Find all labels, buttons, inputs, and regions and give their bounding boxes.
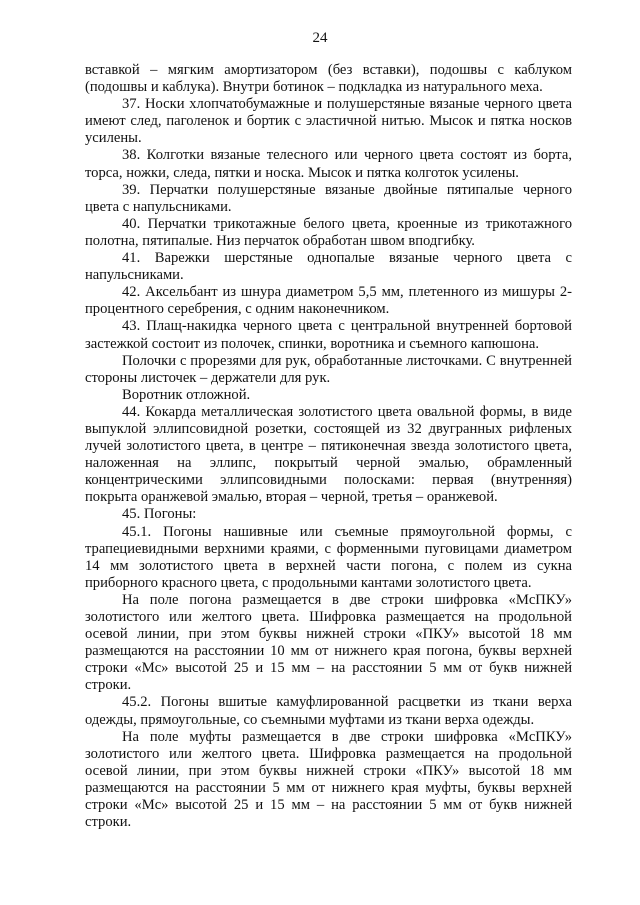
paragraph: 41. Варежки шерстяные однопалые вязаные черного цвета с напульсниками. bbox=[85, 250, 572, 284]
page-number: 24 bbox=[312, 30, 328, 46]
document-body bbox=[85, 62, 572, 831]
paragraph: 45.1. Погоны нашивные или съемные прямоугольной формы, с трапециевидными верхними краями, с форменными пуговицами диаметром 14 мм золотистого цвета в верхней части погона, с полем из сукна приборного красного цвета, с продольными кантами золотистого цвета. bbox=[85, 523, 572, 591]
paragraph: 38. Колготки вязаные телесного или черного цвета состоят из борта, торса, ножки, следа, пятки и носка. Мысок и пятка колготок усилены. bbox=[85, 147, 572, 181]
paragraph: Полочки с прорезями для рук, обработанные листочками. С внутренней стороны листочек – держатели для рук. bbox=[85, 352, 572, 386]
paragraph: вставкой – мягким амортизатором (без вставки), подошвы с каблуком (подошвы и каблука). Внутри ботинок – подкладка из натурального меха. bbox=[85, 62, 572, 96]
paragraph: На поле муфты размещается в две строки шифровка «МсПКУ» золотистого или желтого цвета. Шифровка размещается на продольной осевой линии, при этом буквы нижней строки «ПКУ» высотой 18 мм размещаются на расстоянии 5 мм от нижнего края муфты, буквы верхней строки «Мс» высотой 25 и 15 мм – на расстоянии 5 мм от букв нижней строки. bbox=[85, 728, 572, 831]
paragraph: 37. Носки хлопчатобумажные и полушерстяные вязаные черного цвета имеют след, паголенок и бортик с эластичной нитью. Мысок и пятка носков усилены. bbox=[85, 96, 572, 147]
paragraph: 40. Перчатки трикотажные белого цвета, кроенные из трикотажного полотна, пятипалые. Низ перчаток обработан швом вподгибку. bbox=[85, 215, 572, 249]
paragraph: 45. Погоны: bbox=[122, 506, 197, 523]
paragraph: На поле погона размещается в две строки шифровка «МсПКУ» золотистого или желтого цвета. Шифровка размещается на продольной осевой линии, при этом буквы нижней строки «ПКУ» высотой 18 мм размещаются на расстоянии 10 мм от нижнего края погона, буквы верхней строки «Мс» высотой 25 и 15 мм – на расстоянии 5 мм от букв нижней строки. bbox=[85, 591, 572, 694]
paragraph: Воротник отложной. bbox=[122, 386, 251, 403]
paragraph: 39. Перчатки полушерстяные вязаные двойные пятипалые черного цвета с напульсниками. bbox=[85, 181, 572, 215]
paragraph: 42. Аксельбант из шнура диаметром 5,5 мм, плетенного из мишуры 2-процентного серебрения, с одним наконечником. bbox=[85, 284, 572, 318]
paragraph: 44. Кокарда металлическая золотистого цвета овальной формы, в виде выпуклой эллипсовидной розетки, состоящей из 32 двугранных рифленых лучей золотистого цвета, в центре – пятиконечная звезда золотистого цвета, наложенная на эллипс, покрытый черной эмалью, обрамленный концентрическими эллипсовидными полосками: первая (внутренняя) покрыта оранжевой эмалью, вторая – черной, третья – оранжевой. bbox=[85, 403, 572, 506]
paragraph: 45.2. Погоны вшитые камуфлированной расцветки из ткани верха одежды, прямоугольные, со съемными муфтами из ткани верха одежды. bbox=[85, 694, 572, 728]
paragraph: 43. Плащ-накидка черного цвета с центральной внутренней бортовой застежкой состоит из полочек, спинки, воротника и съемного капюшона. bbox=[85, 318, 572, 352]
